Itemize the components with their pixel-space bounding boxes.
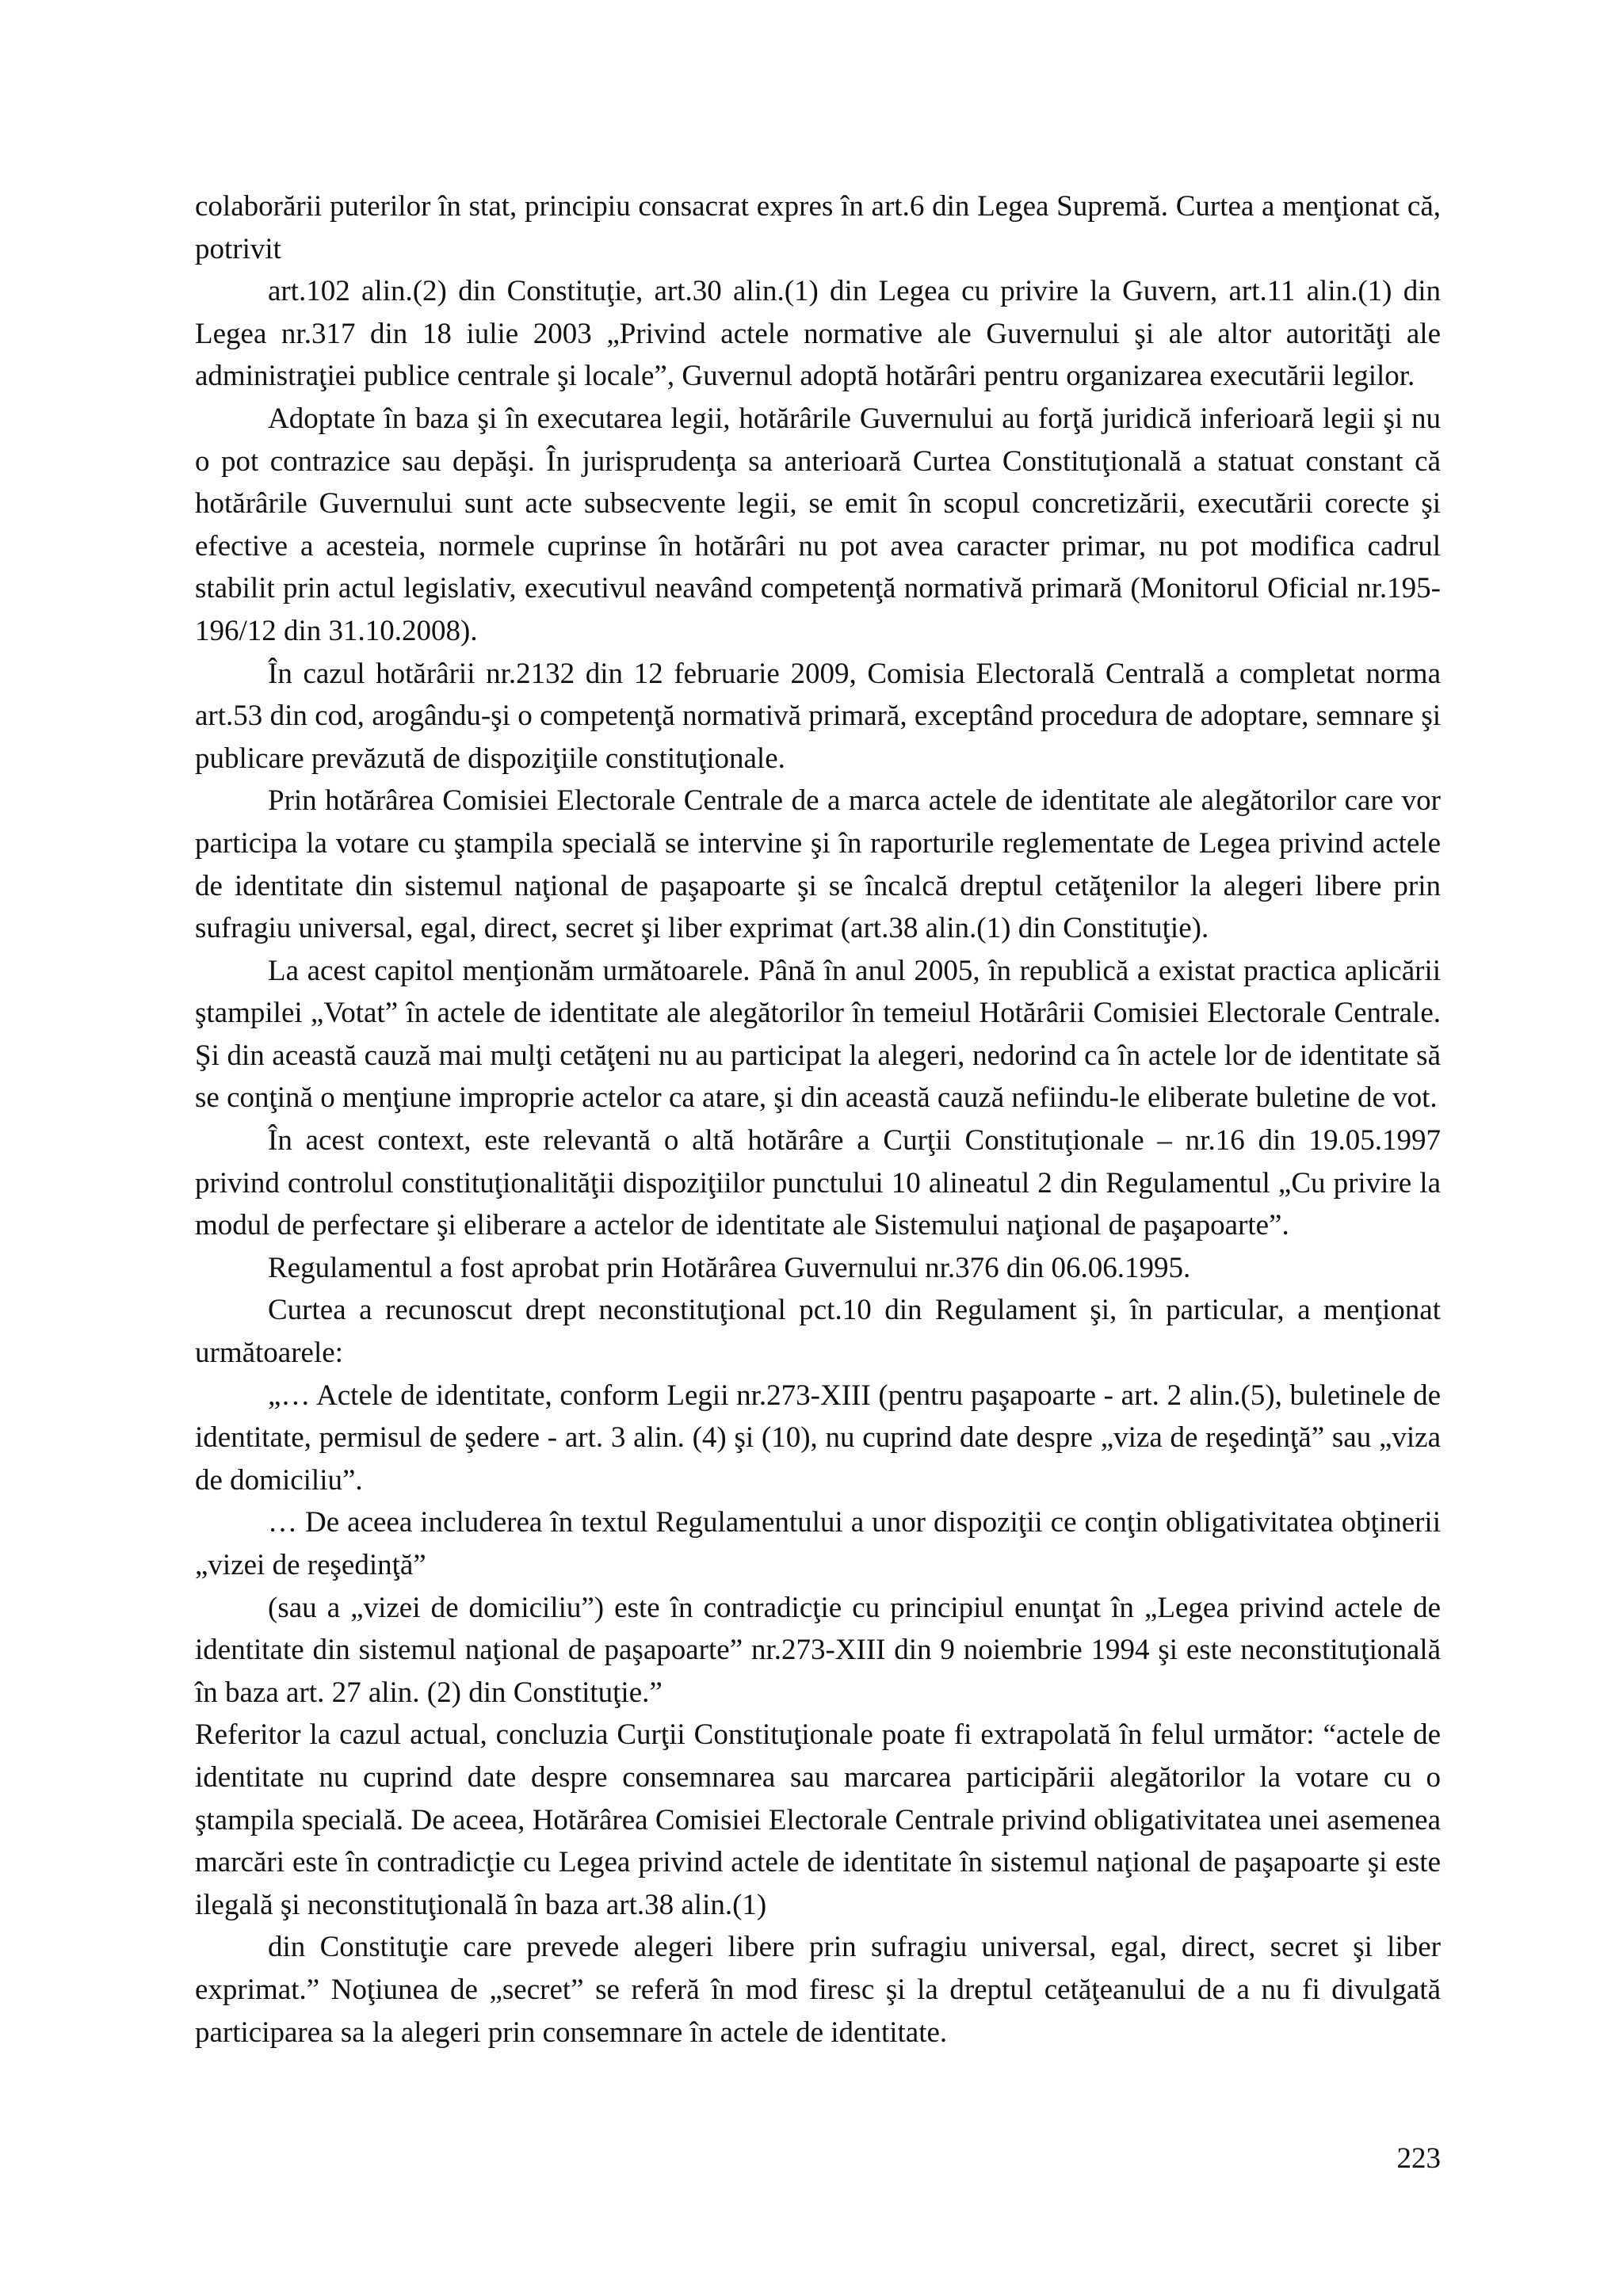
paragraph: din Constituţie care prevede alegeri libere prin sufragiu universal, egal, direct, secret şi liber exprimat.” Noţiunea de „secret” se referă în mod firesc şi la dreptul cetăţeanului de a nu fi divulgată participarea sa la alegeri prin consemnare în actele de identitate.	[195, 1931, 1441, 2049]
paragraph: art.102 alin.(2) din Constituţie, art.30 alin.(1) din Legea cu privire la Guvern, art.11 alin.(1) din Legea nr.317 din 18 iulie 2003 „Privind actele normative ale Guvernului şi ale altor autorităţi ale administraţiei publice centrale şi locale”, Guvernul adoptă hotărâri pentru organizarea executării legilor.	[195, 275, 1441, 393]
document-body	[195, 185, 1441, 2054]
paragraph: În acest context, este relevantă o altă hotărâre a Curţii Constituţionale – nr.16 din 19.05.1997 privind controlul constituţionalităţii dispoziţiilor punctului 10 alineatul 2 din Regulamentul „Cu privire la modul de perfectare şi eliberare a actelor de identitate ale Sistemului naţional de paşapoarte”.	[195, 1124, 1441, 1242]
paragraph: Prin hotărârea Comisiei Electorale Centrale de a marca actele de identitate ale alegătorilor care vor participa la votare cu ştampila specială se intervine şi în raporturile reglementate de Legea privind actele de identitate din sistemul naţional de paşapoarte şi se încalcă dreptul cetăţenilor la alegeri libere prin sufragiu universal, egal, direct, secret şi liber exprimat (art.38 alin.(1) din Constituţie).	[195, 784, 1441, 945]
paragraph: … De aceea includerea în textul Regulamentului a unor dispoziţii ce conţin obligativitatea obţinerii „vizei de reşedinţă”	[195, 1506, 1441, 1581]
paragraph: Adoptate în baza şi în executarea legii, hotărârile Guvernului au forţă juridică inferioară legii şi nu o pot contrazice sau depăşi. În jurisprudenţa sa anterioară Curtea Constituţională a statuat constant că hotărârile Guvernului sunt acte subsecvente legii, se emit în scopul concretizării, executării corecte şi efective a acesteia, normele cuprinse în hotărâri nu pot avea caracter primar, nu pot modifica cadrul stabilit prin actul legislativ, executivul neavând competenţă normativă primară (Monitorul Oficial nr.195-196/12 din 31.10.2008).	[195, 402, 1441, 647]
paragraph: „… Actele de identitate, conform Legii nr.273-XIII (pentru paşapoarte - art. 2 alin.(5), buletinele de identitate, permisul de şedere - art. 3 alin. (4) şi (10), nu cuprind date despre „viza de reşedinţă” sau „viza de domiciliu”.	[195, 1379, 1441, 1497]
paragraph: În cazul hotărârii nr.2132 din 12 februarie 2009, Comisia Electorală Centrală a completat norma art.53 din cod, arogându-şi o competenţă normativă primară, exceptând procedura de adoptare, semnare şi publicare prevăzută de dispoziţiile constituţionale.	[195, 657, 1441, 775]
paragraph: Regulamentul a fost aprobat prin Hotărârea Guvernului nr.376 din 06.06.1995.	[268, 1251, 1191, 1284]
page-number: 223	[1396, 2142, 1441, 2175]
paragraph: Curtea a recunoscut drept neconstituţional pct.10 din Regulament şi, în particular, a menţionat următoarele:	[195, 1294, 1441, 1370]
paragraph: (sau a „vizei de domiciliu”) este în contradicţie cu principiul enunţat în „Legea privind actele de identitate din sistemul naţional de paşapoarte” nr.273-XIII din 9 noiembrie 1994 şi este neconstituţională în baza art. 27 alin. (2) din Constituţie.”	[195, 1591, 1441, 1709]
paragraph: Referitor la cazul actual, concluzia Curţii Constituţionale poate fi extrapolată în felul următor: “actele de identitate nu cuprind date despre consemnarea sau marcarea participării alegătorilor la votare cu o ştampila specială. De aceea, Hotărârea Comisiei Electorale Centrale privind obligativitatea unei asemenea marcări este în contradicţie cu Legea privind actele de identitate în sistemul naţional de paşapoarte şi este ilegală şi neconstituţională în baza art.38 alin.(1)	[195, 1718, 1441, 1921]
paragraph: colaborării puterilor în stat, principiu consacrat expres în art.6 din Legea Supremă. Curtea a menţionat că, potrivit	[195, 190, 1441, 265]
paragraph: La acest capitol menţionăm următoarele. Până în anul 2005, în republică a existat practica aplicării ştampilei „Votat” în actele de identitate ale alegătorilor în temeiul Hotărârii Comisiei Electorale Centrale. Şi din această cauză mai mulţi cetăţeni nu au participat la alegeri, nedorind ca în actele lor de identitate să se conţină o menţiune improprie actelor ca atare, şi din această cauză nefiindu-le eliberate buletine de vot.	[195, 954, 1441, 1115]
